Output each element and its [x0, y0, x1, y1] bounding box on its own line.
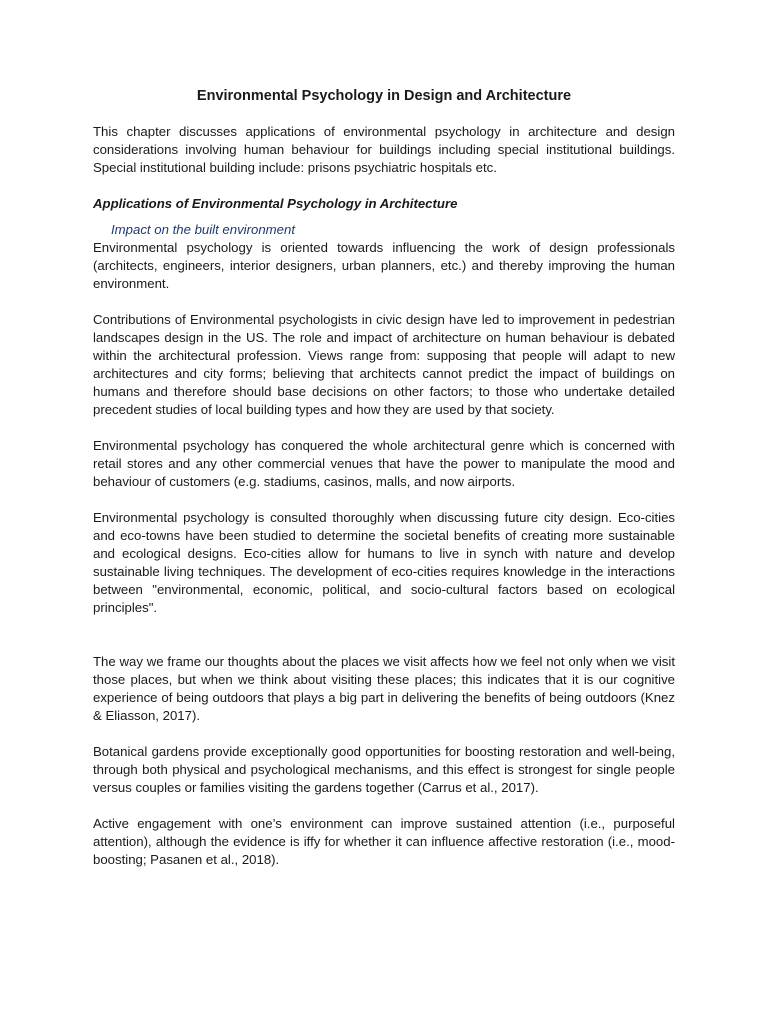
paragraph-6: Botanical gardens provide exceptionally good opportunities for boosting restoration and well-being, through both physical and psychological mechanisms, and this effect is strongest for single people versus couples or families visiting the gardens together (Carrus et al., 2017). — [93, 744, 675, 795]
paragraph-5: The way we frame our thoughts about the places we visit affects how we feel not only when we visit those places, but when we think about visiting these places; this indicates that it is our cognitive experience of being outdoors that plays a big part in delivering the benefits of being outdoors (Knez & Eliasson, 2017). — [93, 654, 675, 723]
intro-paragraph: This chapter discusses applications of environmental psychology in architecture and design considerations involving human behaviour for buildings including special institutional buildings. Special institutional building include: prisons psychiatric hospitals etc. — [93, 124, 675, 175]
subheading: Impact on the built environment — [111, 222, 295, 237]
paragraph-4: Environmental psychology is consulted thoroughly when discussing future city design. Eco-cities and eco-towns have been studied to determine the societal benefits of creating more sustainable and ecological designs. Eco-cities allow for humans to live in synch with nature and develop sustainable living techniques. The development of eco-cities requires knowledge in the interactions between "environmental, economic, political, and socio-cultural factors based on ecological principles". — [93, 510, 675, 615]
section-heading: Applications of Environmental Psychology in Architecture — [93, 196, 458, 211]
paragraph-7: Active engagement with one’s environment can improve sustained attention (i.e., purposeful attention), although the evidence is iffy for whether it can influence affective restoration (i.e., mood-boosting; Pasanen et al., 2018). — [93, 816, 675, 867]
paragraph-2: Contributions of Environmental psychologists in civic design have led to improvement in pedestrian landscapes design in the US. The role and impact of architecture on human behaviour is debated within the architectural profession. Views range from: supposing that people will adapt to new architectures and city forms; believing that architects cannot predict the impact of buildings on humans and therefore should base decisions on other factors; to those who undertake detailed precedent studies of local building types and how they are used by that society. — [93, 312, 675, 417]
document-title: Environmental Psychology in Design and Architecture — [196, 88, 572, 104]
paragraph-3: Environmental psychology has conquered the whole architectural genre which is concerned with retail stores and any other commercial venues that have the power to manipulate the mood and behaviour of customers (e.g. stadiums, casinos, malls, and now airports. — [93, 438, 675, 489]
document-page — [93, 86, 675, 869]
paragraph-1: Environmental psychology is oriented towards influencing the work of design professionals (architects, engineers, interior designers, urban planners, etc.) and thereby improving the human environment. — [93, 240, 675, 291]
